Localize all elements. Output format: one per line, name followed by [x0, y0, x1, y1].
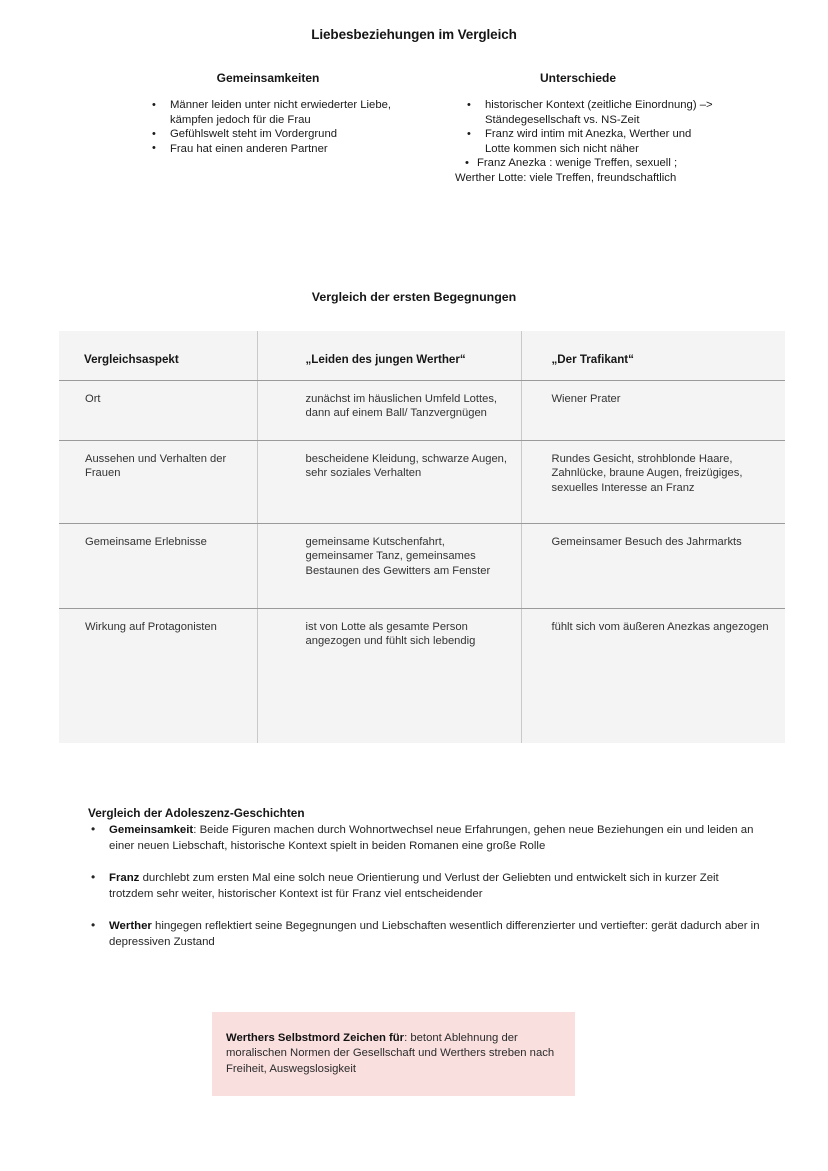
list-item-text: Gefühlswelt steht im Vordergrund — [170, 128, 338, 141]
list-item-lead: Werther — [109, 920, 152, 933]
gemeinsamkeiten-heading: Gemeinsamkeiten — [216, 71, 320, 85]
page-title: Liebesbeziehungen im Vergleich — [311, 27, 517, 42]
cell-trafikant: Rundes Gesicht, strohblonde Haare, Zahnlücke, braune Augen, freizügiges, sexuelles Interesse an Franz — [521, 440, 785, 523]
column-header-trafikant: „Der Trafikant“ — [521, 331, 785, 380]
callout-box — [212, 1012, 575, 1096]
list-item-separator: : — [193, 824, 200, 836]
list-item — [88, 871, 760, 902]
table-row — [59, 380, 785, 440]
cell-trafikant: Gemeinsamer Besuch des Jahrmarkts — [521, 523, 785, 608]
list-item-lead: Franz — [109, 872, 140, 885]
callout-text — [226, 1031, 566, 1077]
cell-werther: bescheidene Kleidung, schwarze Augen, sehr soziales Verhalten — [257, 440, 521, 523]
comparison-table — [59, 331, 785, 743]
unterschiede-list — [455, 98, 715, 186]
list-item-text: hingegen reflektiert seine Begegnungen und Liebschaften wesentlich differenzierter und vertiefter: gerät dadurch aber in depressiven Zustand — [109, 920, 760, 948]
list-item-text: Franz Anezka : wenige Treffen, sexuell ; Werther Lotte: viele Treffen, freundschaftlich — [455, 157, 678, 184]
table-header-row — [59, 331, 785, 380]
table-row — [59, 608, 785, 743]
cell-aspect: Ort — [59, 380, 257, 440]
adolescence-list — [88, 823, 760, 951]
list-item — [140, 98, 430, 127]
list-item-text: Frau hat einen anderen Partner — [170, 142, 328, 155]
callout-body: betont Ablehnung der moralischen Normen der Gesellschaft und Werthers streben nach Freiheit, Auswegslosigkeit — [226, 1032, 555, 1075]
list-item — [140, 127, 430, 142]
cell-werther: zunächst im häuslichen Umfeld Lottes, dann auf einem Ball/ Tanzvergnügen — [257, 380, 521, 440]
cell-aspect: Wirkung auf Protagonisten — [85, 620, 217, 633]
comparison-columns — [0, 71, 828, 251]
cell-werther: gemeinsame Kutschenfahrt, gemeinsamer Tanz, gemeinsames Bestaunen des Gewitters am Fenster — [257, 523, 521, 608]
unterschiede-heading: Unterschiede — [539, 71, 617, 85]
column-header-werther: „Leiden des jungen Werther“ — [257, 331, 521, 380]
cell-trafikant: Wiener Prater — [521, 380, 785, 440]
list-item-text: Männer leiden unter nicht erwiederter Liebe, kämpfen jedoch für die Frau — [170, 99, 392, 126]
unterschiede-column — [455, 71, 715, 186]
cell-trafikant: fühlt sich vom äußeren Anezkas angezogen — [551, 620, 769, 633]
callout-separator: : — [404, 1032, 411, 1044]
cell-werther: ist von Lotte als gesamte Person angezogen und fühlt sich lebendig — [257, 608, 521, 743]
list-item — [455, 156, 715, 185]
comparison-table-container — [59, 331, 785, 743]
list-item-text: Beide Figuren machen durch Wohnortwechsel neue Erfahrungen, gehen neue Beziehungen ein und leiden an einer neuen Liebschaft, historische Kontext spielt in beiden Romanen eine große Rolle — [109, 824, 754, 852]
cell-aspect: Gemeinsame Erlebnisse — [59, 523, 257, 608]
adolescence-section — [88, 806, 760, 951]
list-item — [140, 142, 430, 157]
column-header-aspect: Vergleichsaspekt — [59, 331, 257, 380]
list-item-text: Franz wird intim mit Anezka, Werther und Lotte kommen sich nicht näher — [485, 128, 692, 155]
list-item-text: durchlebt zum ersten Mal eine solch neue Orientierung und Verlust der Geliebten und entwickelt sich in kurzer Zeit trotzdem sehr weiter, historischer Kontext ist für Franz viel entscheidender — [109, 872, 719, 900]
list-item-lead: Gemeinsamkeit — [109, 824, 194, 836]
list-item — [455, 98, 715, 127]
gemeinsamkeiten-column — [140, 71, 430, 156]
table-section-title: Vergleich der ersten Begegnungen — [311, 290, 517, 304]
list-item-text: historischer Kontext (zeitliche Einordnung) –> Ständegesellschaft vs. NS-Zeit — [485, 99, 713, 126]
cell-aspect: Aussehen und Verhalten der Frauen — [59, 440, 257, 523]
bullet-glyph: • — [465, 157, 469, 170]
list-item — [88, 919, 760, 950]
list-item — [88, 823, 760, 854]
adolescence-section-title: Vergleich der Adoleszenz-Geschichten — [88, 806, 305, 820]
table-row — [59, 440, 785, 523]
gemeinsamkeiten-list — [140, 98, 430, 156]
callout-lead: Werthers Selbstmord Zeichen für — [226, 1032, 405, 1044]
table-row — [59, 523, 785, 608]
list-item — [455, 127, 715, 156]
